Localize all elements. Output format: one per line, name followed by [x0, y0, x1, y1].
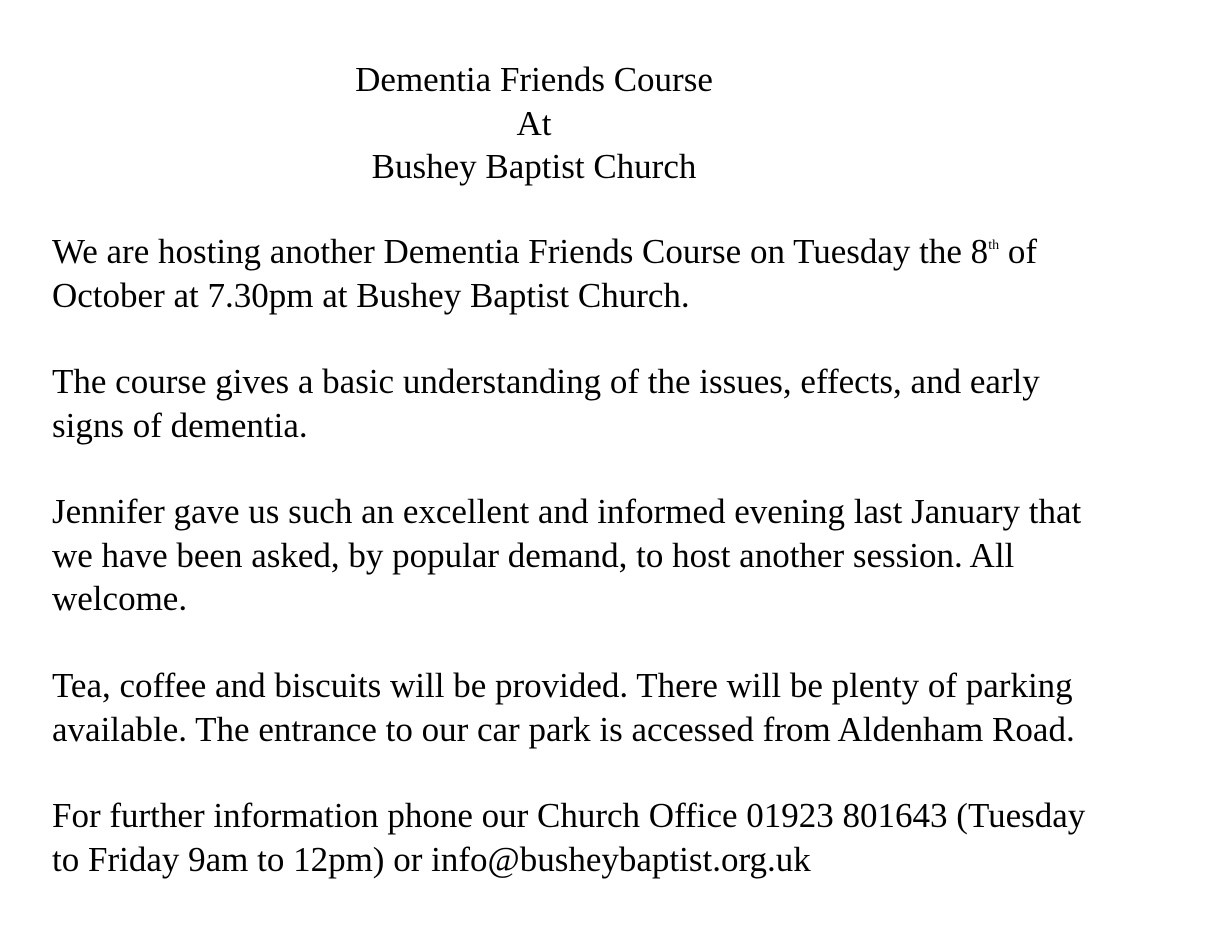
paragraph-line: welcome. — [52, 579, 188, 618]
text-segment: We are hosting another Dementia Friends Course on Tuesday the 8 — [52, 232, 989, 271]
paragraph-line: signs of dementia. — [52, 405, 308, 445]
paragraph-line: available. The entrance to our car park is accessed from Aldenham Road. — [52, 709, 1075, 749]
paragraph-line: October at 7.30pm at Bushey Baptist Church. — [52, 275, 690, 315]
paragraph-course — [52, 360, 1182, 447]
paragraph-line: The course gives a basic understanding of the issues, effects, and early — [52, 362, 1040, 401]
paragraph-line: Jennifer gave us such an excellent and informed evening last January that — [52, 492, 1082, 531]
paragraph-line: Tea, coffee and biscuits will be provided. There will be plenty of parking — [52, 666, 1073, 705]
paragraph-line: to Friday 9am to 12pm) or info@busheybaptist.org.uk — [52, 839, 811, 879]
paragraph-jennifer — [52, 490, 1182, 621]
paragraph-line: we have been asked, by popular demand, to host another session. All — [52, 535, 1015, 575]
title-line-church: Bushey Baptist Church — [371, 147, 697, 186]
paragraph-refreshments — [52, 664, 1182, 751]
paragraph-hosting — [52, 230, 1182, 317]
text-segment: of — [999, 232, 1037, 271]
title-line-course: Dementia Friends Course — [355, 60, 713, 99]
paragraph-line: For further information phone our Church Office 01923 801643 (Tuesday — [52, 796, 1086, 835]
ordinal-suffix: th — [988, 238, 1000, 253]
paragraph-line — [52, 230, 1182, 274]
paragraph-contact — [52, 794, 1182, 881]
title-line-at: At — [516, 103, 552, 143]
document-title — [0, 58, 1068, 189]
